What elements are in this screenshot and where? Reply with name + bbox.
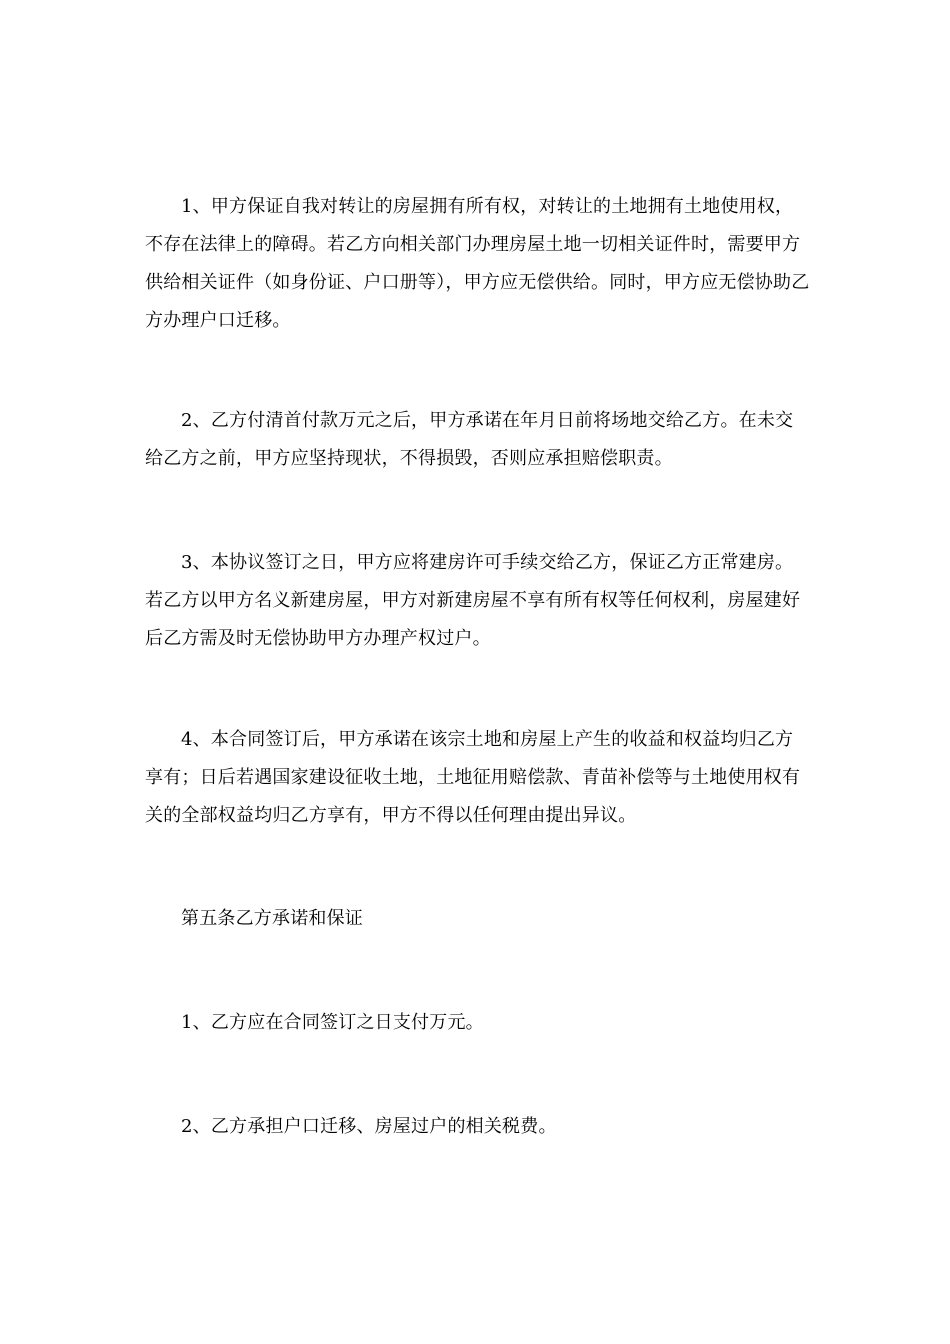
clause-party-b-2: 2、乙方承担户口迁移、房屋过户的相关税费。 <box>181 1116 557 1137</box>
clause-party-a-4: 4、本合同签订后，甲方承诺在该宗土地和房屋上产生的收益和权益均归乙方享有；日后若遇国家建设征收土地，土地征用赔偿款、青苗补偿等与土地使用权有关的全部权益均归乙方享有，甲方不得以任何理由提出异议。 <box>145 729 801 826</box>
clause-party-a-1: 1、甲方保证自我对转让的房屋拥有所有权，对转让的土地拥有土地使用权，不存在法律上的障碍。若乙方向相关部门办理房屋土地一切相关证件时，需要甲方供给相关证件（如身份证、户口册等），甲方应无偿供给。同时，甲方应无偿协助乙方办理户口迁移。 <box>145 196 810 331</box>
clause-party-a-3: 3、本协议签订之日，甲方应将建房许可手续交给乙方，保证乙方正常建房。若乙方以甲方名义新建房屋，甲方对新建房屋不享有所有权等任何权利，房屋建好后乙方需及时无偿协助甲方办理产权过户。 <box>145 552 801 649</box>
clause-party-b-1: 1、乙方应在合同签订之日支付万元。 <box>181 1012 484 1033</box>
clause-party-a-2: 2、乙方付清首付款万元之后，甲方承诺在年月日前将场地交给乙方。在未交给乙方之前，甲方应坚持现状，不得损毁，否则应承担赔偿职责。 <box>145 410 794 469</box>
section-heading-article-5: 第五条乙方承诺和保证 <box>181 908 363 929</box>
